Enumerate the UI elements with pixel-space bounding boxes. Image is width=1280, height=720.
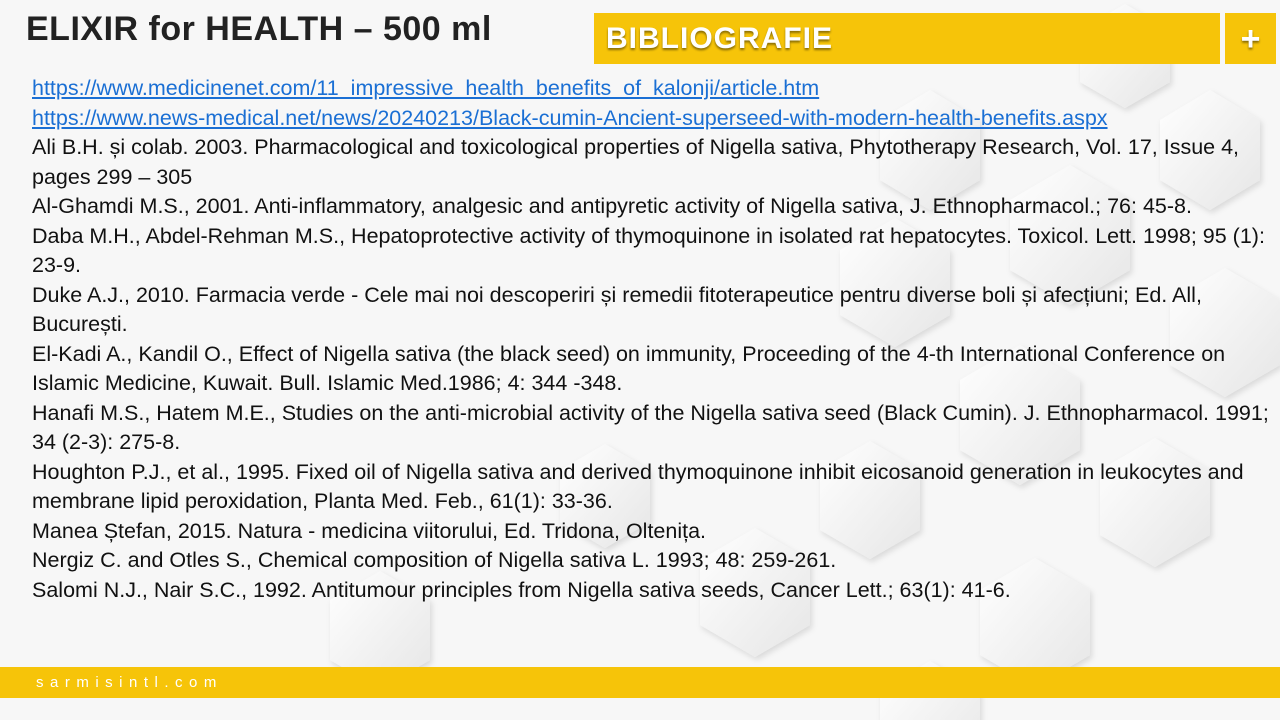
reference-item: Ali B.H. și colab. 2003. Pharmacological and toxicological properties of Nigella sativa, Phytotherapy Research, Vol. 17, Issue 4, pages 299 – 305: [32, 135, 1240, 189]
reference-item: Hanafi M.S., Hatem M.E., Studies on the anti-microbial activity of the Nigella sativa seed (Black Cumin). J. Ethnopharmacol. 1991; 34 (2-3): 275-8.: [32, 400, 1269, 454]
bibliography-list: [32, 74, 1272, 605]
section-title: BIBLIOGRAFIE: [606, 21, 833, 55]
section-banner: [594, 13, 1220, 64]
reference-item: Salomi N.J., Nair S.C., 1992. Antitumour principles from Nigella sativa seeds, Cancer Lett.; 63(1): 41-6.: [32, 577, 1011, 602]
footer-site: sarmisintl.com: [36, 674, 223, 691]
reference-item: Daba M.H., Abdel-Rehman M.S., Hepatoprotective activity of thymoquinone in isolated rat hepatocytes. Toxicol. Lett. 1998; 95 (1): 23-9.: [32, 223, 1265, 277]
footer-bar: [0, 667, 1280, 698]
reference-item: Al-Ghamdi M.S., 2001. Anti-inflammatory, analgesic and antipyretic activity of Nigella sativa, J. Ethnopharmacol.; 76: 45-8.: [32, 194, 1192, 218]
reference-item: Manea Ștefan, 2015. Natura - medicina viitorului, Ed. Tridona, Oltenița.: [32, 518, 707, 543]
reference-link[interactable]: https://www.medicinenet.com/11_impressive_health_benefits_of_kalonji/article.htm: [32, 76, 820, 100]
page-title: ELIXIR for HEALTH – 500 ml: [26, 10, 492, 48]
reference-item: Houghton P.J., et al., 1995. Fixed oil of Nigella sativa and derived thymoquinone inhibit eicosanoid generation in leukocytes and membrane lipid peroxidation, Planta Med. Feb., 61(1): 33-36.: [32, 459, 1244, 513]
plus-icon: +: [1240, 19, 1261, 58]
reference-item: Duke A.J., 2010. Farmacia verde - Cele mai noi descoperiri și remedii fitoterapeutice pentru diverse boli și afecțiuni; Ed. All, București.: [32, 282, 1202, 336]
reference-item: El-Kadi A., Kandil O., Effect of Nigella sativa (the black seed) on immunity, Proceeding of the 4-th International Conference on Islamic Medicine, Kuwait. Bull. Islamic Med.1986; 4: 344 -348.: [32, 341, 1226, 395]
reference-item: Nergiz C. and Otles S., Chemical composition of Nigella sativa L. 1993; 48: 259-261.: [32, 548, 837, 572]
plus-button[interactable]: [1225, 13, 1276, 64]
reference-link[interactable]: https://www.news-medical.net/news/20240213/Black-cumin-Ancient-superseed-with-modern-health-benefits.aspx: [32, 105, 1108, 130]
